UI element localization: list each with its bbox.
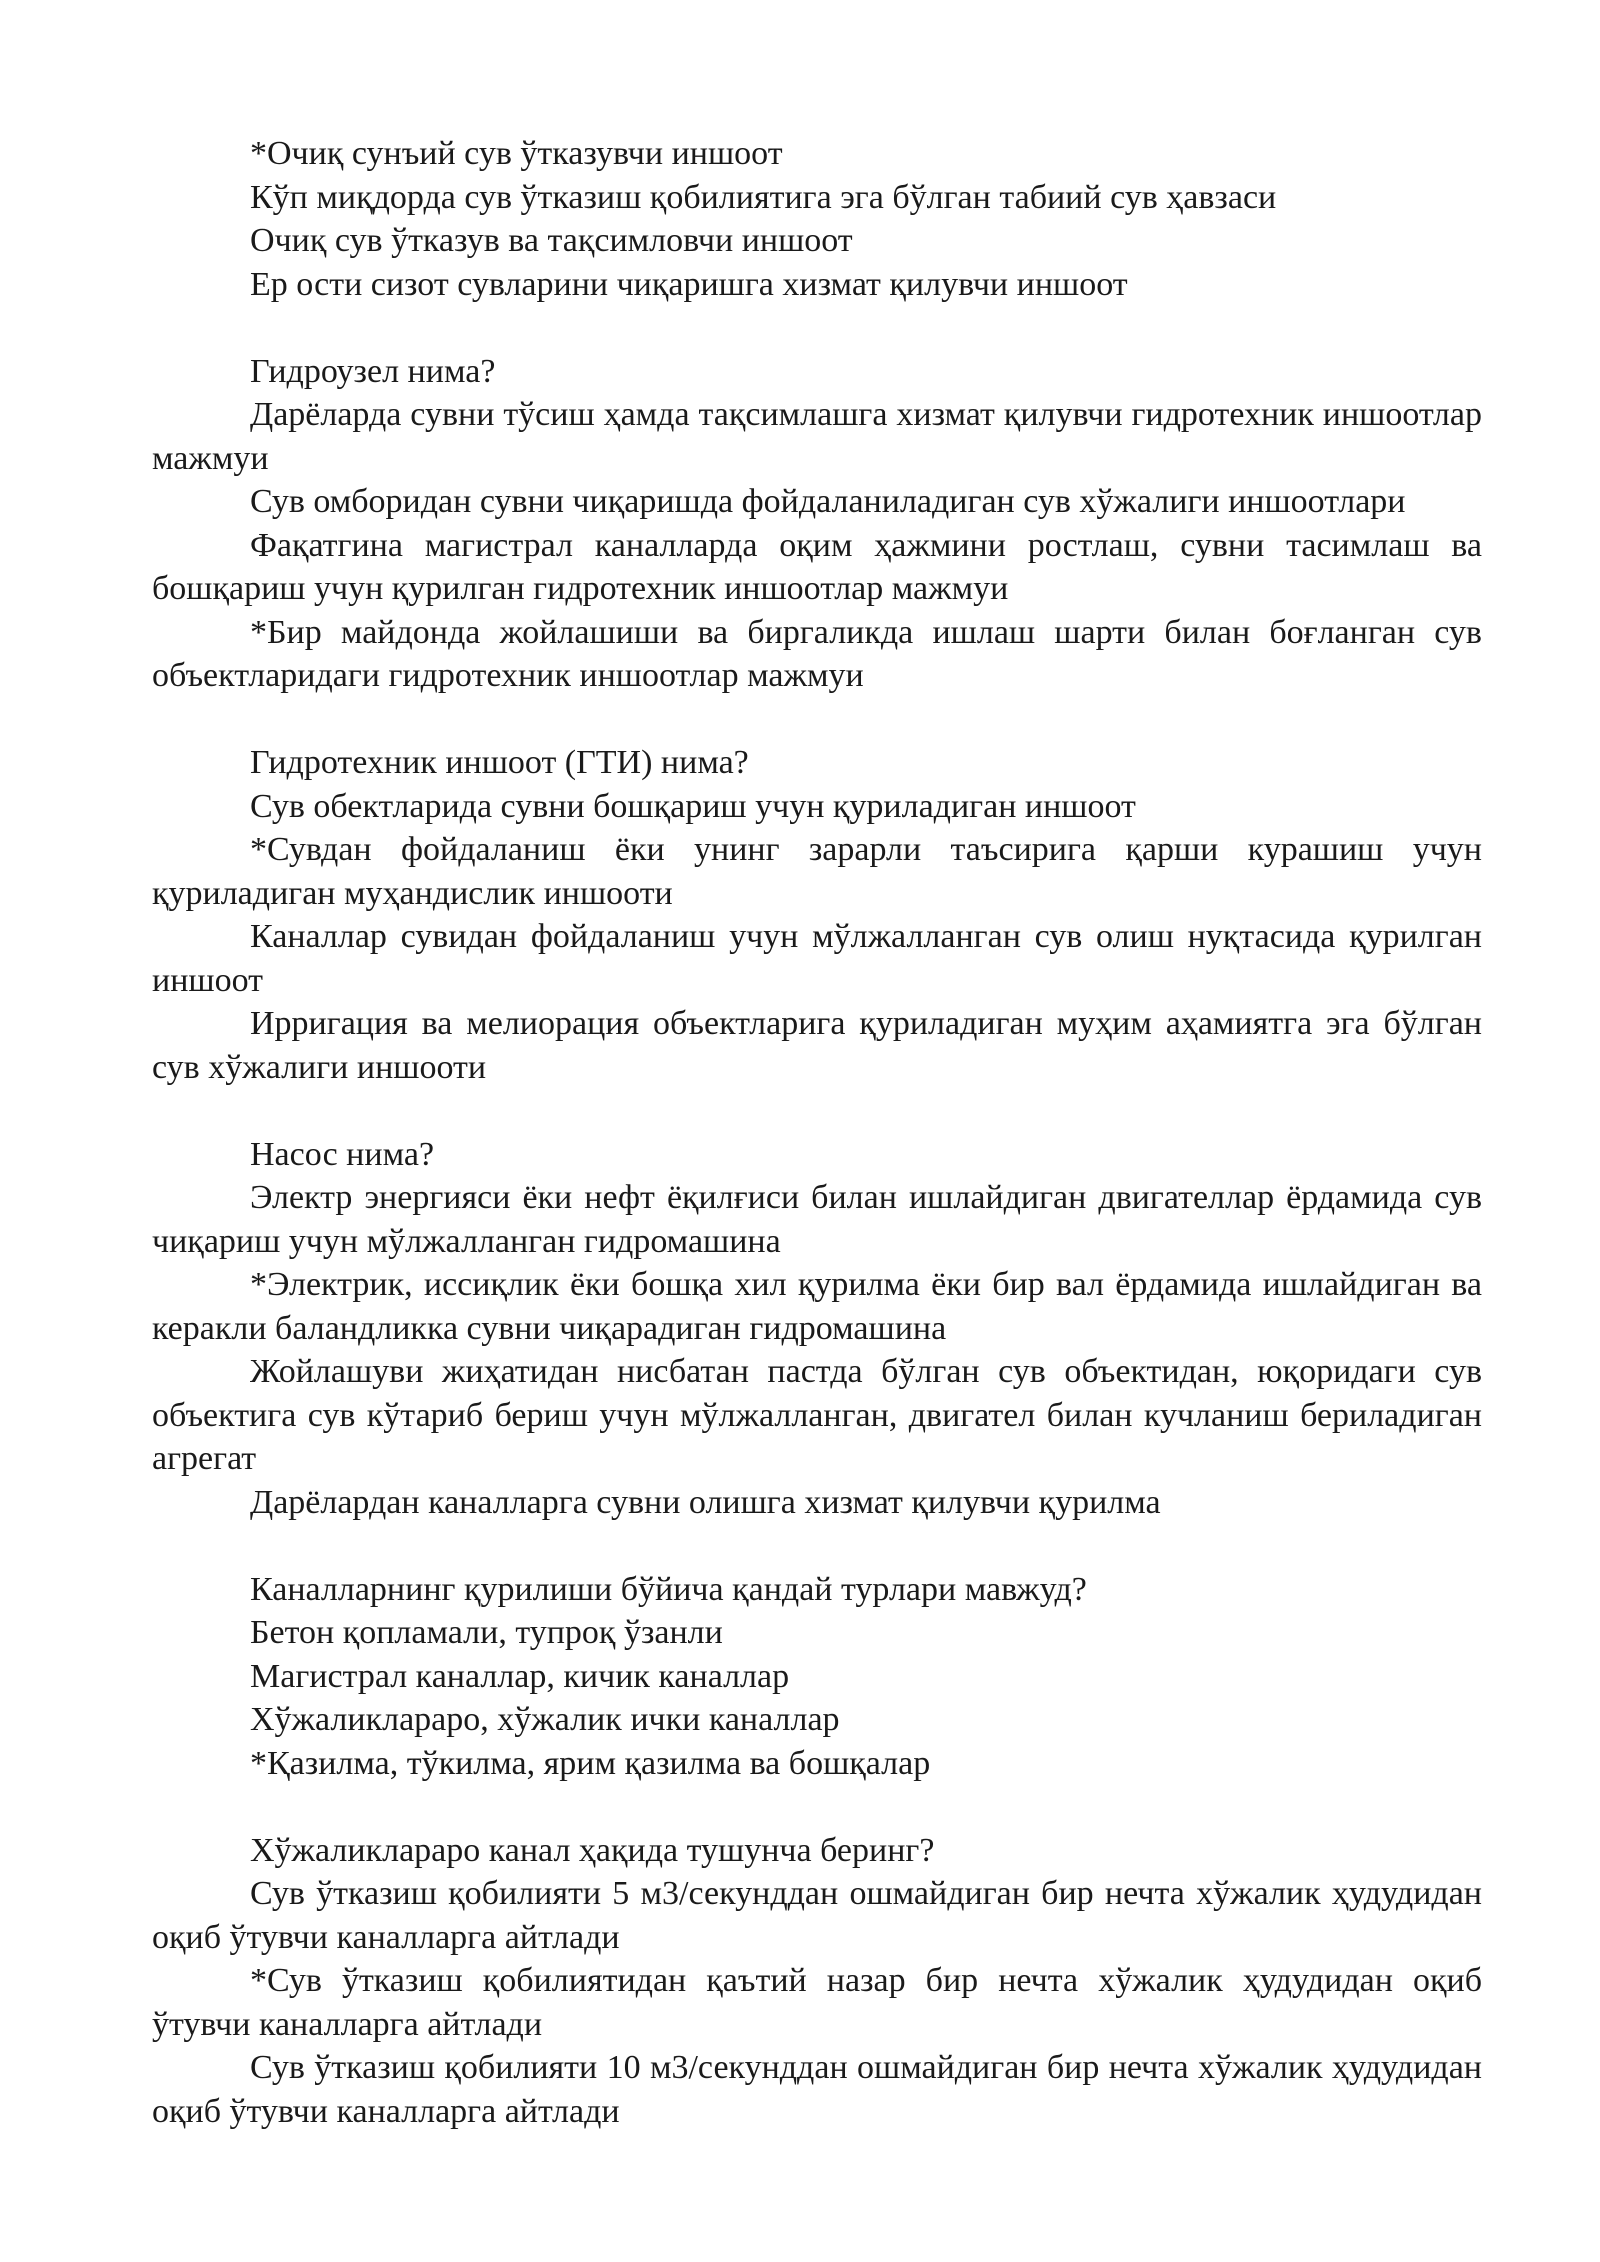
question-text: Насос нима? bbox=[250, 1135, 435, 1173]
answer-option: *Сувдан фойдаланиш ёки унинг зарарли таъсирига қарши курашиш учун қуриладиган муҳандислик иншооти bbox=[152, 831, 1482, 912]
answer-option: *Очиқ сунъий сув ўтказувчи иншоот bbox=[250, 135, 783, 172]
answer-option: Каналлар сувидан фойдаланиш учун мўлжалланган сув олиш нуқтасида қурилган иншоот bbox=[152, 918, 1482, 999]
question-block bbox=[152, 1829, 1482, 2134]
answer-option: Хўжаликлараро, хўжалик ички каналлар bbox=[250, 1701, 840, 1738]
question-block bbox=[152, 132, 1482, 306]
answer-option: Фақатгина магистрал каналларда оқим ҳажмини ростлаш, сувни тасимлаш ва бошқариш учун қурилган гидротехник иншоотлар мажмуи bbox=[152, 526, 1482, 607]
answer-option: Кўп миқдорда сув ўтказиш қобилиятига эга бўлган табиий сув ҳавзаси bbox=[250, 178, 1277, 216]
question-text: Каналларнинг қурилиши бўйича қандай турлари мавжуд? bbox=[250, 1570, 1087, 1608]
question-block bbox=[152, 741, 1482, 1089]
answer-option: *Бир майдонда жойлашиши ва биргаликда ишлаш шарти билан боғланган сув объектларидаги гидротехник иншоотлар мажмуи bbox=[152, 613, 1482, 694]
question-block bbox=[152, 1568, 1482, 1786]
answer-option: *Сув ўтказиш қобилиятидан қаътий назар бир нечта хўжалик ҳудудидан оқиб ўтувчи каналларга айтлади bbox=[152, 1962, 1482, 2043]
answer-option: Сув обектларида сувни бошқариш учун қуриладиган иншоот bbox=[250, 787, 1136, 825]
answer-option: Ирригация ва мелиорация объектларига қуриладиган муҳим аҳамиятга эга бўлган сув хўжалиги иншооти bbox=[152, 1005, 1482, 1086]
question-text: Гидротехник иншоот (ГТИ) нима? bbox=[250, 744, 749, 781]
question-block bbox=[152, 1133, 1482, 1525]
answer-option: Дарёларда сувни тўсиш ҳамда тақсимлашга хизмат қилувчи гидротехник иншоотлар мажмуи bbox=[152, 396, 1482, 477]
document-page bbox=[152, 132, 1482, 2133]
answer-option: Электр энергияси ёки нефт ёқилғиси билан ишлайдиган двигателлар ёрдамида сув чиқариш учун мўлжалланган гидромашина bbox=[152, 1179, 1482, 1260]
answer-option: Жойлашуви жиҳатидан нисбатан пастда бўлган сув объектидан, юқоридаги сув объектига сув кўтариб бериш учун мўлжалланган, двигател билан кучланиш бериладиган агрегат bbox=[152, 1353, 1482, 1477]
answer-option: Сув омборидан сувни чиқаришда фойдаланиладиган сув хўжалиги иншоотлари bbox=[250, 483, 1406, 520]
answer-option: Бетон қопламали, тупроқ ўзанли bbox=[250, 1614, 723, 1651]
question-block bbox=[152, 350, 1482, 698]
answer-option: *Қазилма, тўкилма, ярим қазилма ва бошқалар bbox=[250, 1744, 931, 1782]
answer-option: Ер ости сизот сувларини чиқаришга хизмат қилувчи иншоот bbox=[250, 265, 1128, 303]
answer-option: Сув ўтказиш қобилияти 5 м3/секунддан ошмайдиган бир нечта хўжалик ҳудудидан оқиб ўтувчи каналларга айтлади bbox=[152, 1875, 1482, 1956]
question-text: Хўжаликлараро канал ҳақида тушунча беринг? bbox=[250, 1831, 935, 1869]
question-text: Гидроузел нима? bbox=[250, 352, 496, 390]
answer-option: Магистрал каналлар, кичик каналлар bbox=[250, 1657, 790, 1695]
answer-option: Дарёлардан каналларга сувни олишга хизмат қилувчи қурилма bbox=[250, 1483, 1161, 1521]
answer-option: Очиқ сув ўтказув ва тақсимловчи иншоот bbox=[250, 222, 853, 259]
answer-option: *Электрик, иссиқлик ёки бошқа хил қурилма ёки бир вал ёрдамида ишлайдиган ва керакли баландликка сувни чиқарадиган гидромашина bbox=[152, 1266, 1482, 1347]
answer-option: Сув ўтказиш қобилияти 10 м3/секунддан ошмайдиган бир нечта хўжалик ҳудудидан оқиб ўтувчи каналларга айтлади bbox=[152, 2049, 1482, 2130]
